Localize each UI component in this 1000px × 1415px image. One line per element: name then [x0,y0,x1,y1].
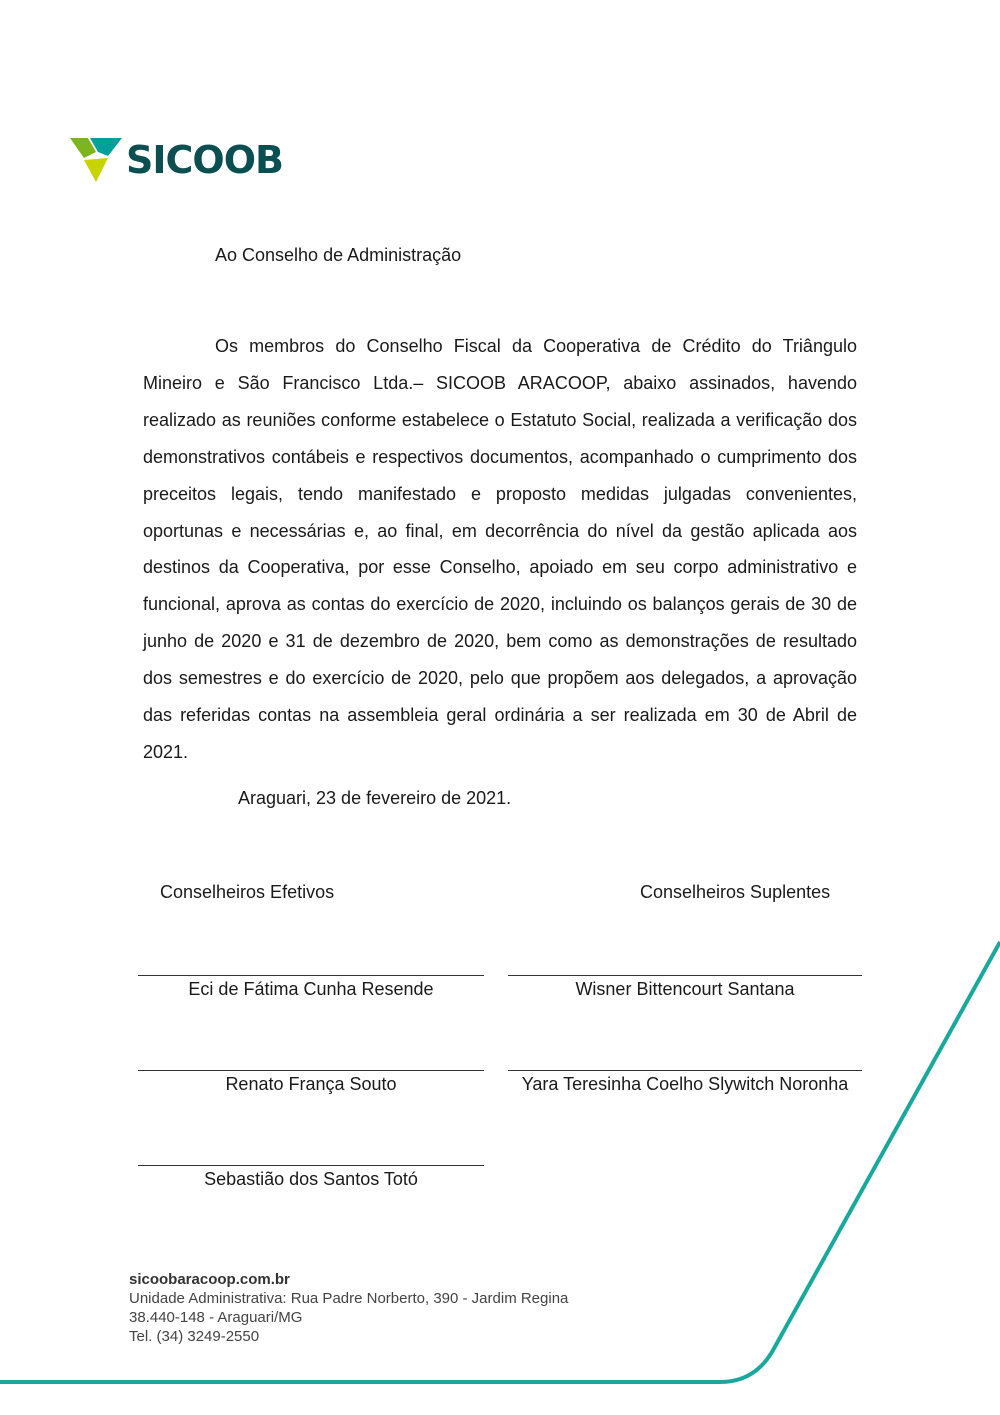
salutation: Ao Conselho de Administração [215,245,462,265]
signature-line: Wisner Bittencourt Santana [508,975,862,1000]
date-line: Araguari, 23 de fevereiro de 2021. [238,788,512,808]
signature-line: Eci de Fátima Cunha Resende [138,975,484,1000]
footer-city: 38.440-148 - Araguari/MG [129,1309,303,1326]
logo-wordmark: SICOOB [126,138,283,182]
body-paragraph: Os membros do Conselho Fiscal da Cooperativa de Crédito do Triângulo Mineiro e São Francisco Ltda.– SICOOB ARACOOP, abaixo assinados, havendo realizado as reuniões conforme estabelece o Estatuto Social, realizada a verificação dos demonstrativos contábeis e respectivos documentos, acompanhado o cumprimento dos preceitos legais, tendo manifestado e proposto medidas julgadas convenientes, oportunas e necessárias e, ao final, em decorrência do nível da gestão aplicada aos destinos da Cooperativa, por esse Conselho, apoiado em seu corpo administrativo e funcional, aprova as contas do exercício de 2020, incluindo os balanços gerais de 30 de junho de 2020 e 31 de dezembro de 2020, bem como as demonstrações de resultado dos semestres e do exercício de 2020, pelo que propõem aos delegados, a aprovação das referidas contas na assembleia geral ordinária a ser realizada em 30 de Abril de 2021. [143,336,857,762]
signature-line: Yara Teresinha Coelho Slywitch Noronha [508,1070,862,1095]
signature-line: Sebastião dos Santos Totó [138,1165,484,1190]
footer-phone: Tel. (34) 3249-2550 [129,1328,260,1345]
signature-line: Renato França Souto [138,1070,484,1095]
footer-address: Unidade Administrativa: Rua Padre Norberto, 390 - Jardim Regina [129,1290,569,1307]
substitute-heading: Conselheiros Suplentes [640,882,831,902]
footer-website: sicoobaracoop.com.br [129,1271,290,1288]
effective-heading: Conselheiros Efetivos [160,882,335,902]
